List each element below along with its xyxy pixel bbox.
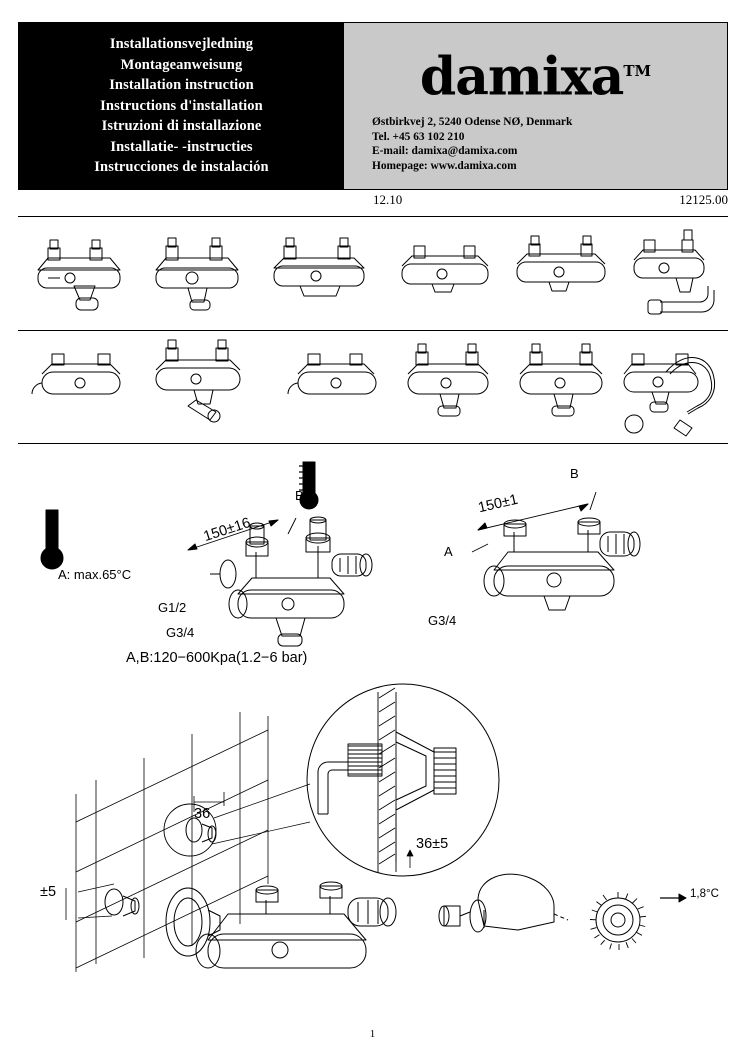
dimension-150-1: 150±1 [476,491,520,517]
brand-name: damixa [419,46,624,108]
dimension-36: 36 [194,806,211,822]
address-line: Homepage: www.damixa.com [372,159,517,172]
language-title-block [19,23,344,189]
revision-date: 12.10 [373,192,403,207]
language-title: Istruzioni di installazione [101,118,262,135]
pressure-spec-label: A,B:120−600Kpa(1.2−6 bar) [126,650,308,666]
language-title: Instrucciones de instalación [94,159,269,176]
language-title: Installationsvejledning [109,36,254,53]
document-code: 12125.00 [679,192,728,207]
dimension-150-16: 150±16 [201,514,253,546]
divider-rule-2 [18,330,728,331]
dimension-pm5: ±5 [40,884,57,900]
product-variants-row-2 [18,336,728,440]
variants-row-1-drawing [18,222,728,328]
variants-row-2-drawing [18,336,728,440]
trademark-mark: TM [623,62,652,80]
temp-adjust-label: 1,8°C [690,888,719,900]
address-line: Tel. +45 63 102 210 [372,130,465,143]
thread-g12-label: G1/2 [158,600,187,615]
company-address [372,115,572,173]
brand-block [344,23,727,189]
language-title: Instructions d'installation [100,97,263,114]
specification-drawing [18,450,728,660]
temp-spec-label: A: max.65°C [58,567,132,582]
language-title: Installatie- -instructies [110,138,253,155]
specification-diagram [18,450,728,666]
document-header [18,22,728,190]
document-meta-row [18,192,728,218]
dimension-36-tol: 36±5 [416,836,449,852]
language-title: Montageanweisung [120,56,243,73]
divider-rule-3 [18,443,728,444]
language-title: Installation instruction [109,77,254,94]
label-b-right: B [570,466,579,481]
brand-logo [344,45,727,108]
address-line: Østbirkvej 2, 5240 Odense NØ, Denmark [372,116,573,128]
label-b-left: B [295,488,304,503]
divider-rule-1 [18,216,728,217]
thread-g34-label-right: G3/4 [428,613,457,628]
thread-g34-label-left: G3/4 [166,625,195,640]
product-variants-row-1 [18,222,728,328]
installation-diagram [18,672,728,1012]
page-number: 1 [369,1028,376,1040]
installation-drawing [18,672,728,1012]
address-line: E-mail: damixa@damixa.com [372,145,518,158]
label-a-right: A [444,544,453,559]
